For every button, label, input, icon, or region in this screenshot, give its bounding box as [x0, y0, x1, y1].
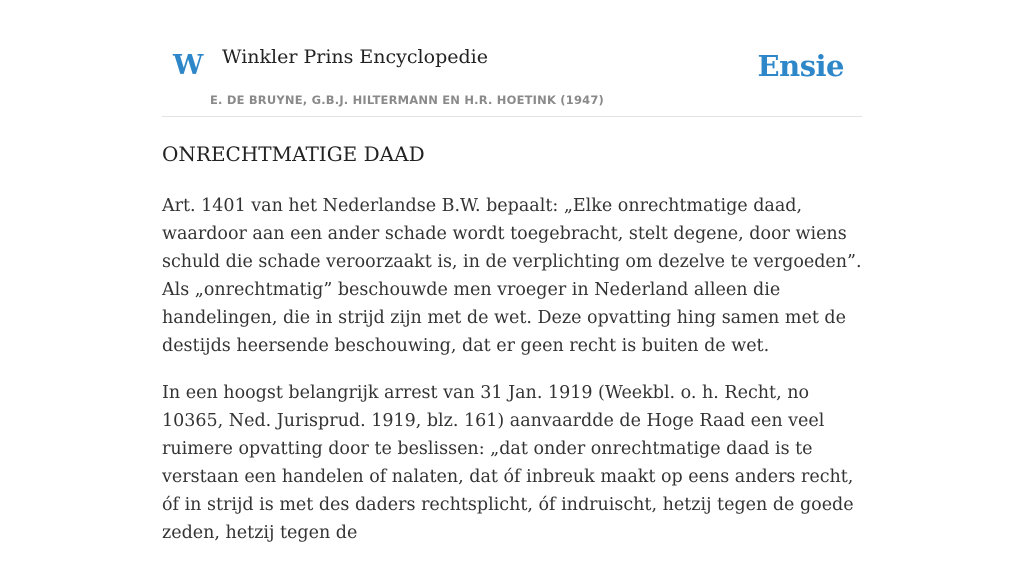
article-title: ONRECHTMATIGE DAAD — [162, 142, 425, 166]
article-paragraph-2: In een hoogst belangrijk arrest van 31 Jan. 1919 (Weekbl. o. h. Recht, no 10365, Ned. Jurisprud. 1919, blz. 161) aanvaardde de Hoge Raad een veel ruimere opvatting door te beslissen: „dat onder onrechtmatige daad is te verstaan een handelen of nalaten, dat óf inbreuk maakt op eens anders recht, óf in strijd is met des daders rechtsplicht, óf indruischt, hetzij tegen de goede zeden, hetzij tegen de — [162, 383, 854, 543]
winkler-prins-logo[interactable]: W — [173, 50, 204, 81]
ensie-logo[interactable]: Ensie — [757, 49, 844, 83]
encyclopedia-title[interactable]: Winkler Prins Encyclopedie — [222, 46, 488, 68]
encyclopedia-authors: E. DE BRUYNE, G.B.J. HILTERMANN EN H.R. HOETINK (1947) — [210, 93, 605, 107]
article-body — [162, 192, 862, 566]
site-header — [162, 0, 862, 117]
article-paragraph-1: Art. 1401 van het Nederlandse B.W. bepaalt: „Elke onrechtmatige daad, waardoor aan een ander schade wordt toegebracht, stelt degene, door wiens schuld die schade veroorzaakt is, in de verplichting om dezelve te vergoeden”. Als „onrechtmatig” beschouwde men vroeger in Nederland alleen die handelingen, die in strijd zijn met de wet. Deze opvatting hing samen met de destijds heersende beschouwing, dat er geen recht is buiten de wet. — [162, 196, 862, 356]
